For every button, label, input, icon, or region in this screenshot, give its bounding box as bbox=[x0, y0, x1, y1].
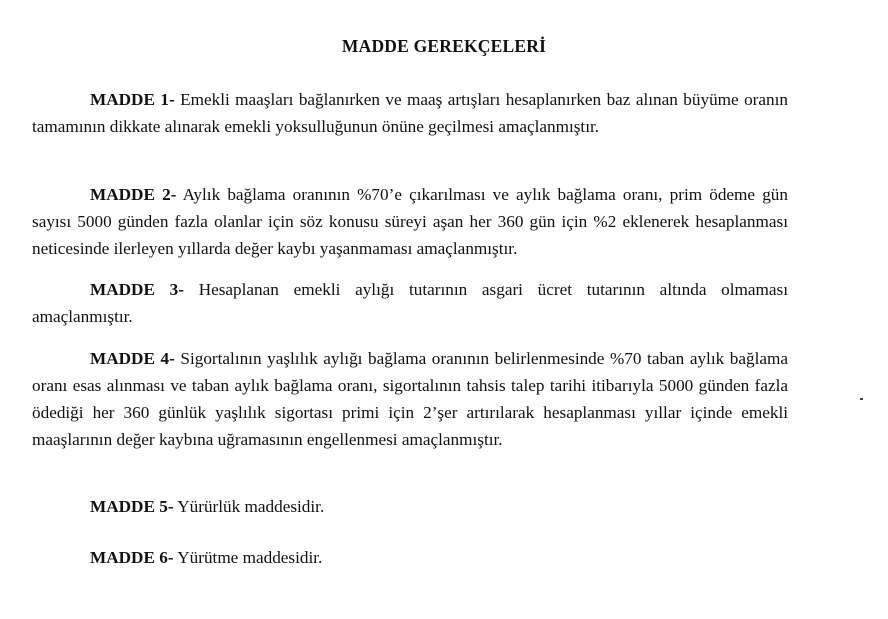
article-6-text: Yürütme maddesidir. bbox=[177, 548, 323, 567]
article-2-text: Aylık bağlama oranının %70’e çıkarılması ve aylık bağlama oranı, prim ödeme gün sayısı 5000 günden fazla olanlar için söz konusu süreyi aşan her 360 gün için %2 eklenerek hesaplanması neticesinde ilerleyen yıllarda değer kaybı yaşanmaması amaçlanmıştır. bbox=[32, 185, 788, 258]
article-5-label: MADDE 5- bbox=[90, 497, 174, 516]
article-2 bbox=[32, 181, 788, 262]
article-2-label: MADDE 2- bbox=[90, 185, 177, 204]
article-6 bbox=[32, 544, 788, 571]
scan-speck bbox=[860, 398, 863, 400]
article-6-label: MADDE 6- bbox=[90, 548, 174, 567]
article-3 bbox=[32, 276, 788, 330]
article-4-label: MADDE 4- bbox=[90, 349, 175, 368]
article-5-text: Yürürlük maddesidir. bbox=[177, 497, 325, 516]
article-5 bbox=[32, 493, 788, 520]
document-title: MADDE GEREKÇELERİ bbox=[341, 36, 547, 56]
article-3-text: Hesaplanan emekli aylığı tutarının asgari ücret tutarının altında olmaması amaçlanmıştır. bbox=[32, 280, 789, 326]
article-3-label: MADDE 3- bbox=[90, 280, 184, 299]
article-1-text: Emekli maaşları bağlanırken ve maaş artışları hesaplanırken baz alınan büyüme oranın tamamının dikkate alınarak emekli yoksulluğunun önüne geçilmesi amaçlanmıştır. bbox=[32, 90, 788, 136]
article-1-label: MADDE 1- bbox=[90, 90, 175, 109]
article-1 bbox=[32, 86, 788, 140]
article-4-text: Sigortalının yaşlılık aylığı bağlama oranının belirlenmesinde %70 taban aylık bağlama oranı esas alınması ve taban aylık bağlama oranı, sigortalının tahsis talep tarihi itibarıyla 5000 günden fazla ödediği her 360 günlük yaşlılık sigortası primi için 2’şer artırılarak hesaplanması yıllar içinde emekli maaşlarının değer kaybına uğramasının engellenmesi amaçlanmıştır. bbox=[32, 349, 788, 449]
article-4 bbox=[32, 345, 788, 453]
